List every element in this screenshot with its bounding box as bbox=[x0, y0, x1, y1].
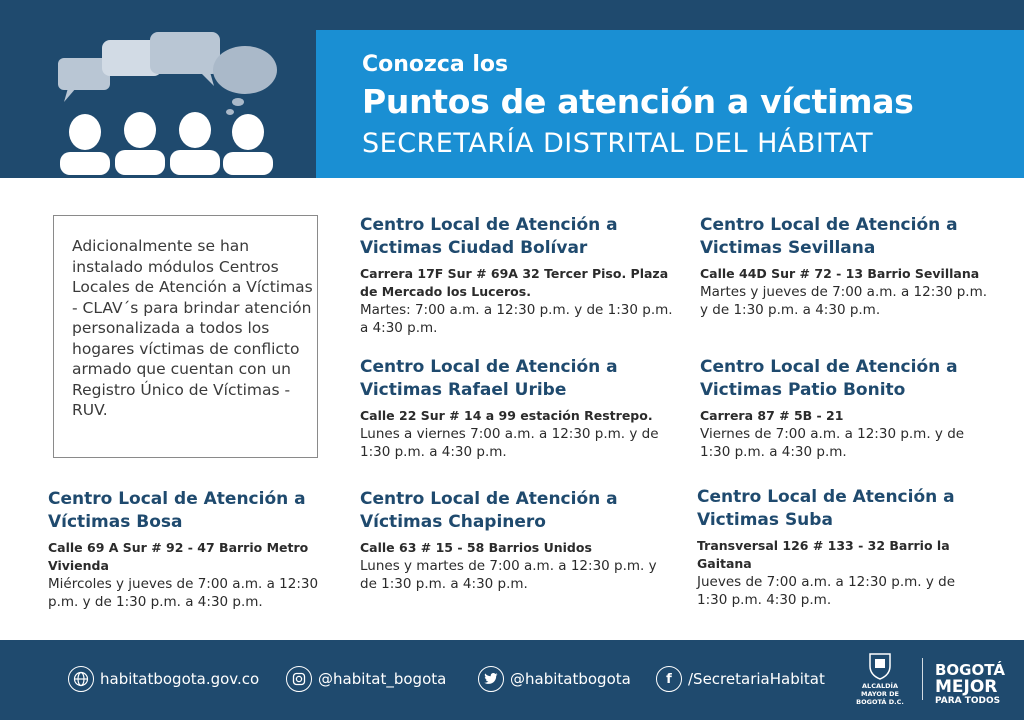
twitter-icon bbox=[478, 666, 504, 692]
footer-web[interactable] bbox=[68, 666, 259, 692]
center-address: Calle 69 A Sur # 92 - 47 Barrio Metro Vivienda bbox=[48, 540, 309, 573]
bogota-logo-line3: PARA TODOS bbox=[935, 696, 1001, 706]
title-line-2: Puntos de atención a víctimas bbox=[362, 82, 914, 121]
title-line-3: SECRETARÍA DISTRITAL DEL HÁBITAT bbox=[362, 128, 874, 159]
center-title: Centro Local de Atención a Victimas Sevillana bbox=[700, 215, 958, 258]
center-address: Calle 22 Sur # 14 a 99 estación Restrepo. bbox=[360, 408, 653, 423]
center-chapinero bbox=[360, 488, 670, 593]
coat-of-arms-icon bbox=[868, 652, 892, 680]
center-bosa bbox=[48, 488, 323, 611]
footer-instagram[interactable] bbox=[286, 666, 446, 692]
center-title: Centro Local de Atención a Víctimas Chapinero bbox=[360, 489, 618, 532]
footer-web-text: habitatbogota.gov.co bbox=[100, 670, 260, 688]
alcaldia-logo-text: ALCALDÍA MAYOR DE BOGOTÁ D.C. bbox=[856, 682, 904, 706]
center-title: Centro Local de Atención a Victimas Ciudad Bolívar bbox=[360, 215, 618, 258]
instagram-icon bbox=[286, 666, 312, 692]
footer-facebook[interactable] bbox=[656, 666, 825, 692]
bogota-logo-line1: BOGOTÁ bbox=[935, 661, 1005, 679]
footer-twitter-text: @habitatbogota bbox=[510, 670, 631, 688]
bogota-logo-line2: MEJOR bbox=[935, 677, 998, 697]
people-speech-bubbles-icon bbox=[50, 30, 290, 175]
center-hours: Miércoles y jueves de 7:00 a.m. a 12:30 p.m. y de 1:30 p.m. a 4:30 p.m. bbox=[48, 576, 319, 610]
logo-divider bbox=[922, 658, 923, 700]
bogota-logo bbox=[935, 662, 1005, 706]
facebook-icon: f bbox=[656, 666, 682, 692]
footer-facebook-text: /SecretariaHabitat bbox=[688, 670, 825, 688]
center-ciudad-bolivar bbox=[360, 214, 680, 337]
footer-twitter[interactable] bbox=[478, 666, 631, 692]
center-hours: Jueves de 7:00 a.m. a 12:30 p.m. y de 1:30 p.m. 4:30 p.m. bbox=[697, 574, 956, 608]
note-box: Adicionalmente se han instalado módulos Centros Locales de Atención a Víctimas - CLAV´s para brindar atención personalizada a todos los hogares víctimas de conflicto armado que cuentan con un Registro Único de Víctimas - RUV. bbox=[53, 215, 318, 458]
title-line-1: Conozca los bbox=[362, 52, 509, 77]
footer-instagram-text: @habitat_bogota bbox=[318, 670, 447, 688]
center-address: Calle 44D Sur # 72 - 13 Barrio Sevillana bbox=[700, 266, 980, 281]
center-title: Centro Local de Atención a Victimas Patio Bonito bbox=[700, 357, 958, 400]
title-box bbox=[316, 30, 1024, 178]
center-hours: Lunes a viernes 7:00 a.m. a 12:30 p.m. y de 1:30 p.m. a 4:30 p.m. bbox=[360, 426, 659, 460]
center-suba bbox=[697, 486, 987, 609]
center-rafael-uribe bbox=[360, 356, 680, 461]
globe-icon bbox=[68, 666, 94, 692]
center-hours: Martes: 7:00 a.m. a 12:30 p.m. y de 1:30 p.m. a 4:30 p.m. bbox=[360, 302, 673, 336]
center-title: Centro Local de Atención a Victimas Rafael Uribe bbox=[360, 357, 618, 400]
center-address: Calle 63 # 15 - 58 Barrios Unidos bbox=[360, 540, 592, 555]
center-title: Centro Local de Atención a Victimas Suba bbox=[697, 487, 955, 530]
center-hours: Viernes de 7:00 a.m. a 12:30 p.m. y de 1:30 p.m. a 4:30 p.m. bbox=[700, 426, 965, 460]
header-banner bbox=[0, 0, 1024, 178]
center-sevillana bbox=[700, 214, 990, 319]
footer bbox=[0, 640, 1024, 720]
center-title: Centro Local de Atención a Víctimas Bosa bbox=[48, 489, 306, 532]
center-hours: Martes y jueves de 7:00 a.m. a 12:30 p.m. y de 1:30 p.m. a 4:30 p.m. bbox=[700, 284, 988, 318]
center-address: Transversal 126 # 133 - 32 Barrio la Gaitana bbox=[697, 538, 950, 571]
alcaldia-logo bbox=[850, 652, 910, 706]
center-patio-bonito bbox=[700, 356, 990, 461]
center-address: Carrera 87 # 5B - 21 bbox=[700, 408, 844, 423]
center-hours: Lunes y martes de 7:00 a.m. a 12:30 p.m. y de 1:30 p.m. a 4:30 p.m. bbox=[360, 558, 657, 592]
center-address: Carrera 17F Sur # 69A 32 Tercer Piso. Plaza de Mercado los Luceros. bbox=[360, 266, 669, 299]
